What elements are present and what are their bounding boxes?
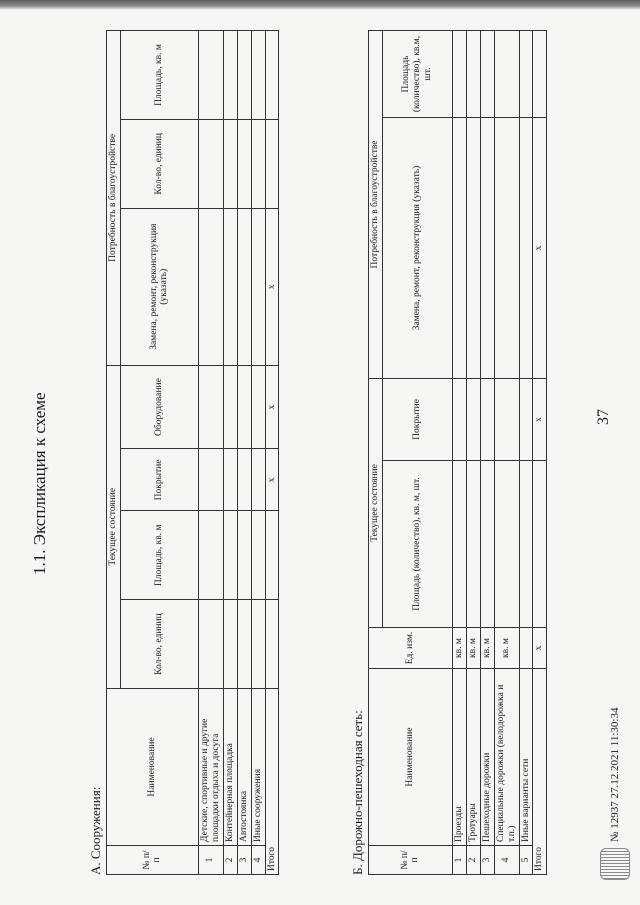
col-qty: Кол-во, единиц — [120, 600, 198, 689]
table-row: 2 Тротуары кв. м — [466, 31, 480, 875]
col-need-area: Площадь (количество), кв.м, шт. — [382, 31, 452, 118]
road-network-table — [368, 30, 547, 875]
document-title: 1.1. Экспликация к схеме — [30, 392, 49, 575]
col-area-qty: Площадь (количество), кв. м, шт. — [382, 461, 452, 628]
table-total-row: Итого х х х — [533, 31, 547, 875]
table-row: 5 Иные варианты сети — [519, 31, 533, 875]
table-row: 1 Детские, спортивные и другие площадки отдыха и досуга — [198, 31, 223, 875]
col-current: Текущее состояние — [369, 379, 383, 628]
col-replace: Замена, ремонт, реконструкция (указать) — [120, 208, 198, 365]
table-row: 4 Специальные дорожки (велодорожка и т.п.) кв. м — [494, 31, 519, 875]
table-row: 2 Контейнерная площадка — [223, 31, 237, 875]
structures-table — [106, 30, 279, 875]
stamp-text: № 12937 27.12.2021 11:30:34 — [609, 707, 621, 842]
col-name: Наименование — [107, 689, 199, 846]
table-total-row: Итого х х х — [265, 31, 279, 875]
table-row: 1 Проезды кв. м — [452, 31, 466, 875]
registration-stamp — [600, 708, 630, 880]
col-num: № п/п — [369, 846, 453, 875]
col-covering: Покрытие — [120, 449, 198, 511]
section-b-label: Б. Дорожно-пешеходная сеть: — [350, 710, 365, 875]
table-row: 3 Автостоянка — [237, 31, 251, 875]
col-equipment: Оборудование — [120, 365, 198, 449]
section-a-label: А. Сооружения: — [88, 786, 103, 875]
col-need: Потребность в благоустройстве — [369, 31, 383, 379]
page-number: 37 — [595, 409, 612, 425]
table-row: 3 Пешеходные дорожки кв. м — [480, 31, 494, 875]
col-num: № п/п — [107, 846, 199, 875]
table-row: 4 Иные сооружения — [251, 31, 265, 875]
col-need-area: Площадь, кв. м — [120, 31, 198, 120]
col-need: Потребность в благоустройстве — [107, 31, 121, 366]
col-unit: Ед. изм. — [369, 628, 453, 669]
col-covering: Покрытие — [382, 379, 452, 461]
stamp-seal-icon — [600, 848, 630, 880]
col-need-qty: Кол-во, единиц — [120, 119, 198, 208]
col-name: Наименование — [369, 669, 453, 846]
col-replace: Замена, ремонт, реконструкция (указать) — [382, 118, 452, 379]
col-current: Текущее состояние — [107, 365, 121, 688]
col-area: Площадь, кв. м — [120, 511, 198, 600]
